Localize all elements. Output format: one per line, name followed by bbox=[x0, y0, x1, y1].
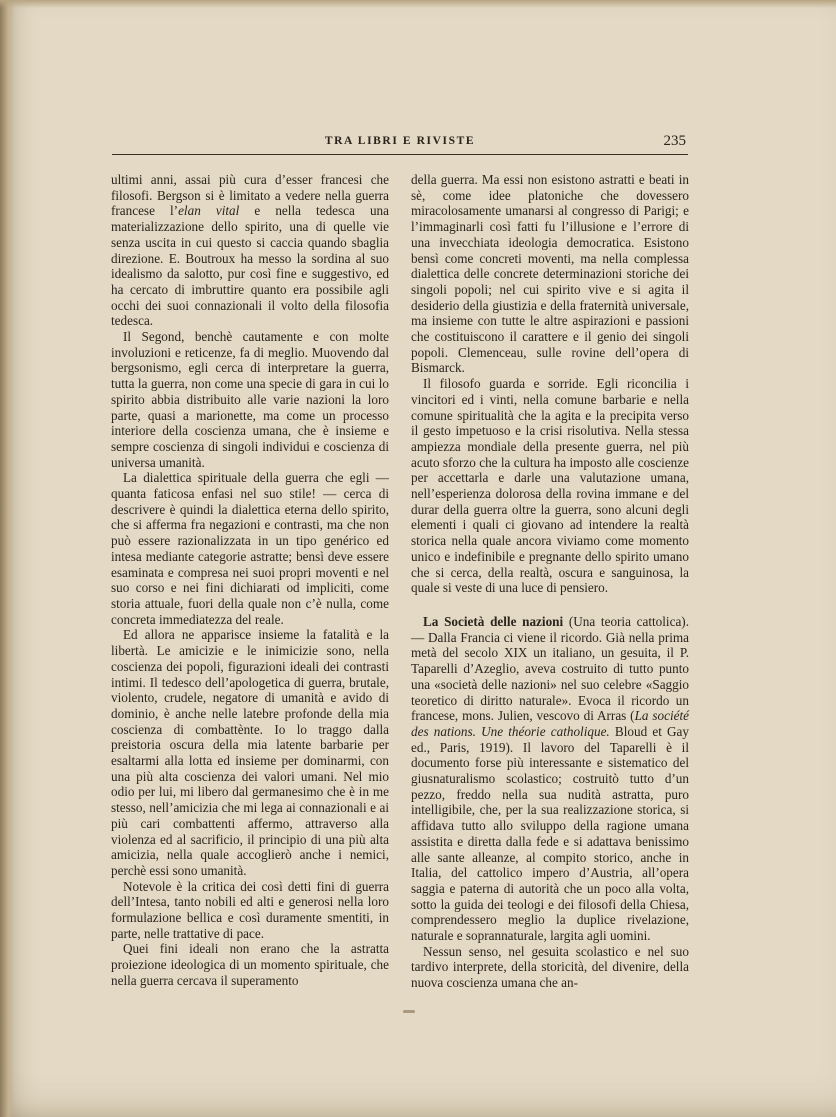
page-spine-shadow bbox=[0, 0, 14, 1117]
section-paragraph bbox=[411, 614, 689, 944]
paragraph: Il filosofo guarda e sorride. Egli riconcilia i vincitori ed i vinti, nella comune barbarie e nella comune spiritualità che la agita e la precipita verso il gesto impetuoso e la crisi risolutiva. Nella stessa ampiezza mondiale della presente guerra, nel più acuto sforzo che la cultura ha imposto alle coscienze per accettarla e darle una valutazione umana, nell’esperienza dolorosa della rovina immane e del durar della guerra oltre la guerra, sono alcuni degli elementi i quali ci giovano ad intendere la realtà storica nella quale ancora viviamo come momento unico e indefinibile e pregnante dello spirito umano che si cerca, della realtà, oscura e sanguinosa, la quale si veste di una luce di pensiero. bbox=[411, 376, 689, 596]
right-column bbox=[411, 172, 689, 991]
paragraph-text: e nella tedesca una materializzazione dello spirito, una di quelle vie senza uscita in cui questo si caccia quando sbaglia direzione. E. Boutroux ha messo la sordina al suo idealismo da salotto, pur così fine e suggestivo, ed ha cercato di imbruttire quanto era possibile agli occhi dei suoi connazionali il volto della filosofia tedesca. bbox=[111, 203, 389, 329]
paragraph-text: Bloud et Gay ed., Paris, 1919). Il lavoro del Taparelli è il documento forse più interessante e sistematico del giusnaturalismo scolastico; costruitò tutto d’un pezzo, freddo nella sua nudità astratta, puro intelligibile, che, per la sua realizzazione storica, si affidava tutto allo sviluppo della ragione umana assistita e diretta dalla fede e si adattava benissimo alle sante alleanze, al compito storico, anche in Italia, del cattolico impero d’Austria, all’opera saggia e paterna di autorità che un poco alla volta, sotto la guida dei teologi e dei filosofi della Chiesa, comprendessero meglio la duplice rivelazione, naturale e soprannaturale, largita agli uomini. bbox=[411, 723, 690, 944]
paragraph: della guerra. Ma essi non esistono astratti e beati in sè, come idee platoniche che dovessero miracolosamente umanarsi al congresso di Parigi; e l’immaginarli così fatti fu l’illusione e l’errore di una invecchiata ideologia democratica. Esistono bensì come concreti moventi, ma nella complessa dialettica delle concrete determinazioni storiche dei singoli popoli; nel cui spirito vive e si agita il desiderio della giustizia e della fraternità universale, ma insieme con tutte le altre aspirazioni e passioni che costituiscono il carattere e il genio dei singoli popoli. Clemenceau, sulle rovine dell’opera di Bismarck. bbox=[411, 172, 689, 376]
paragraph: Ed allora ne apparisce insieme la fatalità e la libertà. Le amicizie e le inimicizie sono, nella coscienza dei popoli, figurazioni ideali dei contrasti intimi. Il tedesco dell’apologetica di guerra, brutale, violento, crudele, negatore di umanità e avido di dominio, è anche nelle latebre profonde della mia coscienza di combattènte. Io lo traggo dalla preistoria oscura della mia latente barbarie per esaltarmi alla lotta ed insieme per dominarmi, con una più alta coscienza dei valori umani. Nel mio odio per lui, mi libero dal germanesimo che è in me stesso, nell’amicizia che mi lega ai connazionali e ai più cari combattenti affermo, attraverso alla violenza ed al sacrificio, il principio di una più alta amicizia, nella quale accoglierò anche i nemici, perchè essi sono umanità. bbox=[111, 627, 389, 878]
page-top-edge bbox=[0, 0, 836, 8]
paragraph-text: (Una teoria cattolica). — Dalla Francia ci viene il ricordo. Già nella prima metà del secolo XIX un italiano, un gesuita, il P. Taparelli d’Azeglio, aveva costruito di tutto punto una «società delle nazioni» nel suo celebre «Saggio teoretico di diritto naturale». Evoca il ricordo un francese, mons. Julien, vescovo di Arras ( bbox=[411, 613, 689, 724]
paragraph: La dialettica spirituale della guerra che egli — quanta faticosa enfasi nel suo stile! — cerca di descrivere è quindi la dialettica eterna dello spirito, che si afferma fra negazioni e contrasti, ma che non può essere razionalizzata in un tipo genérico ed intesa mediante categorie astratte; bensì deve essere esaminata e compresa nei suoi propri moventi e nel suo corso e nei fini dichiarati od impliciti, come storia attuale, fuori della quale non c’è nulla, come concreta immediatezza del reale. bbox=[111, 470, 389, 627]
running-title: TRA LIBRI E RIVISTE bbox=[324, 135, 476, 147]
paragraph: Quei fini ideali non erano che la astratta proiezione ideologica di un momento spirituale, che nella guerra cercava il superamento bbox=[111, 941, 389, 988]
page-header bbox=[112, 134, 688, 155]
paragraph: Il Segond, benchè cautamente e con molte involuzioni e reticenze, fa di meglio. Muovendo dal bergsonismo, egli cerca di interpretare la guerra, tutta la guerra, non come una specie di gara in cui lo spirito abbia distribuito alle varie nazioni la loro parte, quasi a marionette, ma come un processo interiore della coscienza umana, che è insieme e sempre coscienza di singoli individui e coscienza di universa umanità. bbox=[111, 329, 389, 470]
paragraph: Notevole è la critica dei così detti fini di guerra dell’Intesa, tanto nobili ed alti e generosi nella loro formulazione bellica e così duramente smentiti, in parte, nelle trattative di pace. bbox=[111, 878, 389, 941]
paragraph bbox=[111, 172, 389, 329]
left-column bbox=[111, 172, 389, 989]
italic-title: La société des nations. Une théorie catholique. bbox=[411, 708, 689, 739]
paragraph: Nessun senso, nel gesuita scolastico e nel suo tardivo interprete, della storicità, del divenire, della nuova coscienza umana che an- bbox=[411, 943, 689, 991]
italic-term: elan vital bbox=[178, 203, 240, 219]
ink-smudge bbox=[403, 1010, 415, 1013]
paragraph-text: ultimi anni, assai più cura d’esser francesi che filosofi. Bergson si è limitato a vedere nella guerra francese l’ bbox=[111, 172, 389, 219]
page-number: 235 bbox=[663, 133, 686, 149]
section-heading: La Società delle nazioni bbox=[423, 613, 564, 629]
